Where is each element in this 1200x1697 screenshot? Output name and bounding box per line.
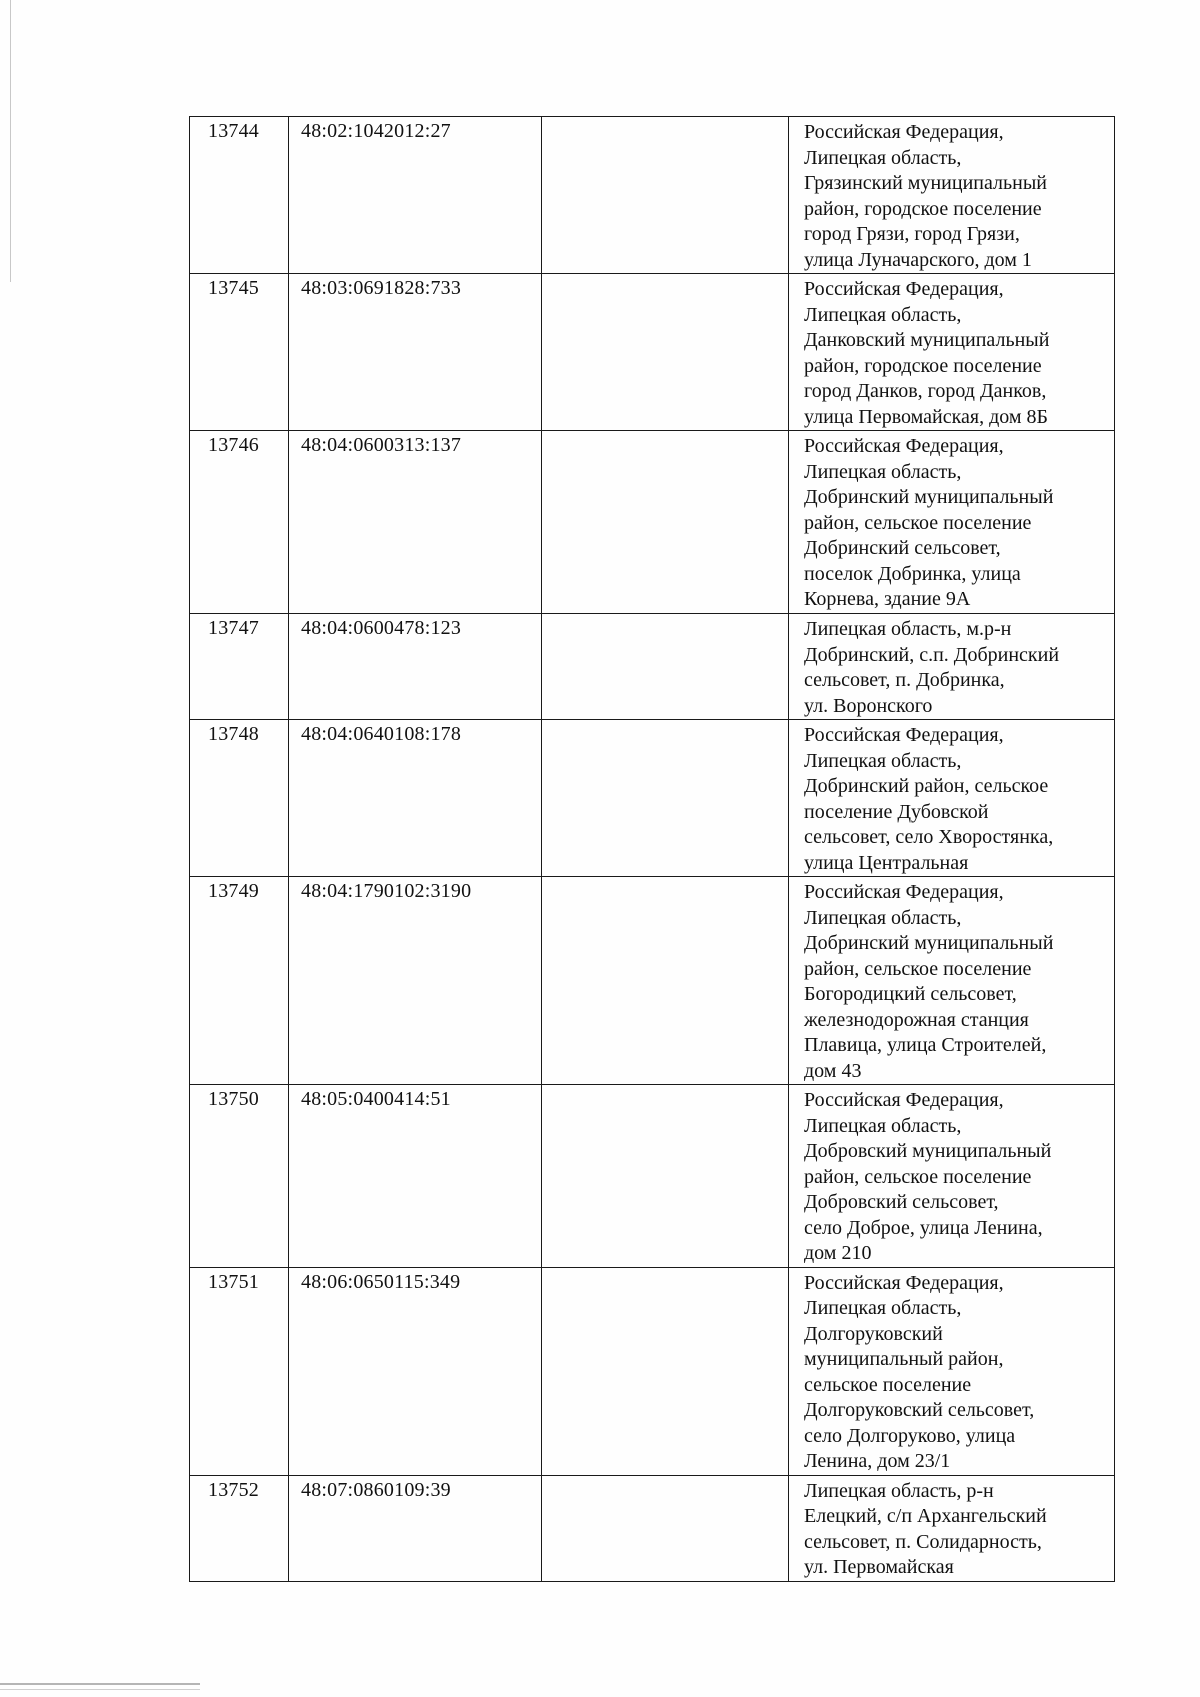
empty-cell bbox=[542, 1267, 789, 1475]
address-cell bbox=[789, 1085, 1115, 1268]
address-cell bbox=[789, 614, 1115, 720]
row-number: 13752 bbox=[208, 1478, 259, 1501]
address-line: Добринский муниципальный bbox=[804, 486, 1054, 508]
address-line: Грязинский муниципальный bbox=[804, 172, 1047, 194]
address-cell bbox=[789, 431, 1115, 614]
address-line: Богородицкий сельсовет, bbox=[804, 983, 1017, 1005]
cadastral-number: 48:05:0400414:51 bbox=[301, 1088, 451, 1110]
address-line: сельсовет, п. Солидарность, bbox=[804, 1530, 1042, 1553]
address-line: Российская Федерация, bbox=[804, 1089, 1004, 1111]
address-line: Долгоруковский сельсовет, bbox=[804, 1399, 1035, 1421]
address-line: сельсовет, село Хворостянка, bbox=[804, 826, 1054, 848]
address bbox=[789, 1268, 1114, 1475]
address-line: город Грязи, город Грязи, bbox=[804, 223, 1020, 245]
address-line: Липецкая область, bbox=[804, 303, 962, 326]
address-line: улица Центральная bbox=[804, 851, 969, 874]
address-line: сельское поселение bbox=[804, 1373, 972, 1396]
address-line: Липецкая область, р-н bbox=[804, 1479, 994, 1502]
table-row bbox=[190, 1085, 1115, 1268]
address-cell bbox=[789, 877, 1115, 1085]
address-line: село Долгоруково, улица bbox=[804, 1424, 1016, 1447]
address-line: Добровский муниципальный bbox=[804, 1140, 1052, 1162]
address-line: Российская Федерация, bbox=[804, 881, 1004, 903]
row-number: 13750 bbox=[208, 1088, 259, 1110]
cadastral-number-cell bbox=[289, 614, 542, 720]
cadastral-number-cell bbox=[289, 877, 542, 1085]
address bbox=[789, 1085, 1114, 1267]
cadastral-number-cell bbox=[289, 720, 542, 877]
cadastral-number-cell bbox=[289, 1475, 542, 1581]
address-line: район, сельское поселение bbox=[804, 957, 1032, 980]
address-line: улица Первомайская, дом 8Б bbox=[804, 405, 1049, 428]
row-number: 13747 bbox=[208, 617, 259, 639]
address-line: Долгоруковский bbox=[804, 1322, 943, 1345]
cadastral-number: 48:06:0650115:349 bbox=[301, 1270, 461, 1293]
address-line: Российская Федерация, bbox=[804, 1271, 1004, 1294]
address-line: Липецкая область, bbox=[804, 1114, 962, 1137]
address-cell bbox=[789, 1267, 1115, 1475]
address bbox=[789, 117, 1114, 273]
address bbox=[789, 1476, 1114, 1581]
address-line: район, сельское поселение bbox=[804, 1165, 1032, 1188]
address-line: муниципальный район, bbox=[804, 1348, 1004, 1370]
empty-cell bbox=[542, 117, 789, 274]
cadastral-number: 48:04:1790102:3190 bbox=[301, 880, 472, 902]
address-line: Липецкая область, bbox=[804, 460, 962, 483]
row-number-cell bbox=[190, 1475, 289, 1581]
cadastral-number-cell bbox=[289, 1267, 542, 1475]
row-number: 13744 bbox=[208, 120, 259, 142]
address-line: Добровский сельсовет, bbox=[804, 1191, 999, 1213]
address-line: Корнева, здание 9А bbox=[804, 588, 971, 610]
address-line: сельсовет, п. Добринка, bbox=[804, 669, 1005, 691]
address-line: Российская Федерация, bbox=[804, 278, 1004, 300]
row-number: 13745 bbox=[208, 277, 259, 299]
scan-edge-artifact bbox=[0, 1689, 200, 1690]
address-line: улица Луначарского, дом 1 bbox=[804, 248, 1032, 271]
address bbox=[789, 431, 1114, 613]
address-cell bbox=[789, 720, 1115, 877]
address-line: Добринский сельсовет, bbox=[804, 537, 1001, 559]
empty-cell bbox=[542, 431, 789, 614]
address-line: ул. Воронского bbox=[804, 694, 933, 717]
row-number: 13749 bbox=[208, 880, 259, 902]
address-line: Елецкий, с/п Архангельский bbox=[804, 1505, 1047, 1527]
address-line: Добринский муниципальный bbox=[804, 932, 1054, 954]
table-row bbox=[190, 431, 1115, 614]
cadastral-number: 48:02:1042012:27 bbox=[301, 120, 451, 142]
empty-cell bbox=[542, 720, 789, 877]
address-line: Российская Федерация, bbox=[804, 121, 1004, 143]
cadastral-number-cell bbox=[289, 274, 542, 431]
cadastral-number-cell bbox=[289, 431, 542, 614]
table-row bbox=[190, 877, 1115, 1085]
row-number-cell bbox=[190, 274, 289, 431]
address-line: город Данков, город Данков, bbox=[804, 380, 1047, 402]
row-number: 13748 bbox=[208, 723, 259, 745]
address-line: железнодорожная станция bbox=[804, 1008, 1029, 1031]
row-number-cell bbox=[190, 720, 289, 877]
registry-table-body bbox=[190, 117, 1115, 1582]
table-row bbox=[190, 720, 1115, 877]
address-cell bbox=[789, 274, 1115, 431]
table-row bbox=[190, 117, 1115, 274]
scan-edge-artifact bbox=[0, 1683, 200, 1685]
cadastral-number: 48:04:0640108:178 bbox=[301, 723, 462, 745]
registry-table bbox=[189, 116, 1115, 1582]
cadastral-number: 48:04:0600478:123 bbox=[301, 617, 462, 639]
address bbox=[789, 720, 1114, 876]
address bbox=[789, 274, 1114, 430]
table-row bbox=[190, 1475, 1115, 1581]
address-line: ул. Первомайская bbox=[804, 1556, 954, 1578]
address-line: Липецкая область, м.р-н bbox=[804, 618, 1012, 640]
address-line: Данковский муниципальный bbox=[804, 329, 1050, 351]
table-row bbox=[190, 614, 1115, 720]
address bbox=[789, 614, 1114, 719]
address-line: Российская Федерация, bbox=[804, 435, 1004, 457]
cadastral-number: 48:03:0691828:733 bbox=[301, 277, 462, 299]
cadastral-number-cell bbox=[289, 117, 542, 274]
cadastral-number: 48:07:0860109:39 bbox=[301, 1478, 451, 1501]
address-line: Липецкая область, bbox=[804, 146, 962, 169]
row-number: 13751 bbox=[208, 1270, 259, 1293]
address-line: Липецкая область, bbox=[804, 1297, 962, 1319]
empty-cell bbox=[542, 1475, 789, 1581]
address-line: Добринский район, сельское bbox=[804, 775, 1049, 797]
address-line: район, сельское поселение bbox=[804, 511, 1032, 534]
address-line: село Доброе, улица Ленина, bbox=[804, 1216, 1043, 1239]
row-number-cell bbox=[190, 614, 289, 720]
empty-cell bbox=[542, 274, 789, 431]
cadastral-number: 48:04:0600313:137 bbox=[301, 434, 462, 456]
row-number-cell bbox=[190, 1267, 289, 1475]
address-line: Российская Федерация, bbox=[804, 724, 1004, 746]
table-row bbox=[190, 274, 1115, 431]
row-number-cell bbox=[190, 431, 289, 614]
empty-cell bbox=[542, 614, 789, 720]
address-line: Добринский, с.п. Добринский bbox=[804, 643, 1060, 666]
address-line: Липецкая область, bbox=[804, 749, 962, 772]
address-line: Ленина, дом 23/1 bbox=[804, 1450, 951, 1472]
row-number: 13746 bbox=[208, 434, 259, 456]
address-line: дом 210 bbox=[804, 1242, 872, 1264]
address-cell bbox=[789, 1475, 1115, 1581]
address-line: район, городское поселение bbox=[804, 354, 1042, 377]
address-line: Плавица, улица Строителей, bbox=[804, 1034, 1047, 1056]
address-line: поселение Дубовской bbox=[804, 800, 989, 823]
address bbox=[789, 877, 1114, 1084]
scan-edge-artifact bbox=[10, 0, 11, 282]
row-number-cell bbox=[190, 877, 289, 1085]
empty-cell bbox=[542, 877, 789, 1085]
address-line: дом 43 bbox=[804, 1059, 862, 1082]
row-number-cell bbox=[190, 1085, 289, 1268]
address-cell bbox=[789, 117, 1115, 274]
cadastral-number-cell bbox=[289, 1085, 542, 1268]
address-line: район, городское поселение bbox=[804, 197, 1042, 220]
table-row bbox=[190, 1267, 1115, 1475]
empty-cell bbox=[542, 1085, 789, 1268]
address-line: Липецкая область, bbox=[804, 906, 962, 929]
row-number-cell bbox=[190, 117, 289, 274]
address-line: поселок Добринка, улица bbox=[804, 562, 1021, 585]
